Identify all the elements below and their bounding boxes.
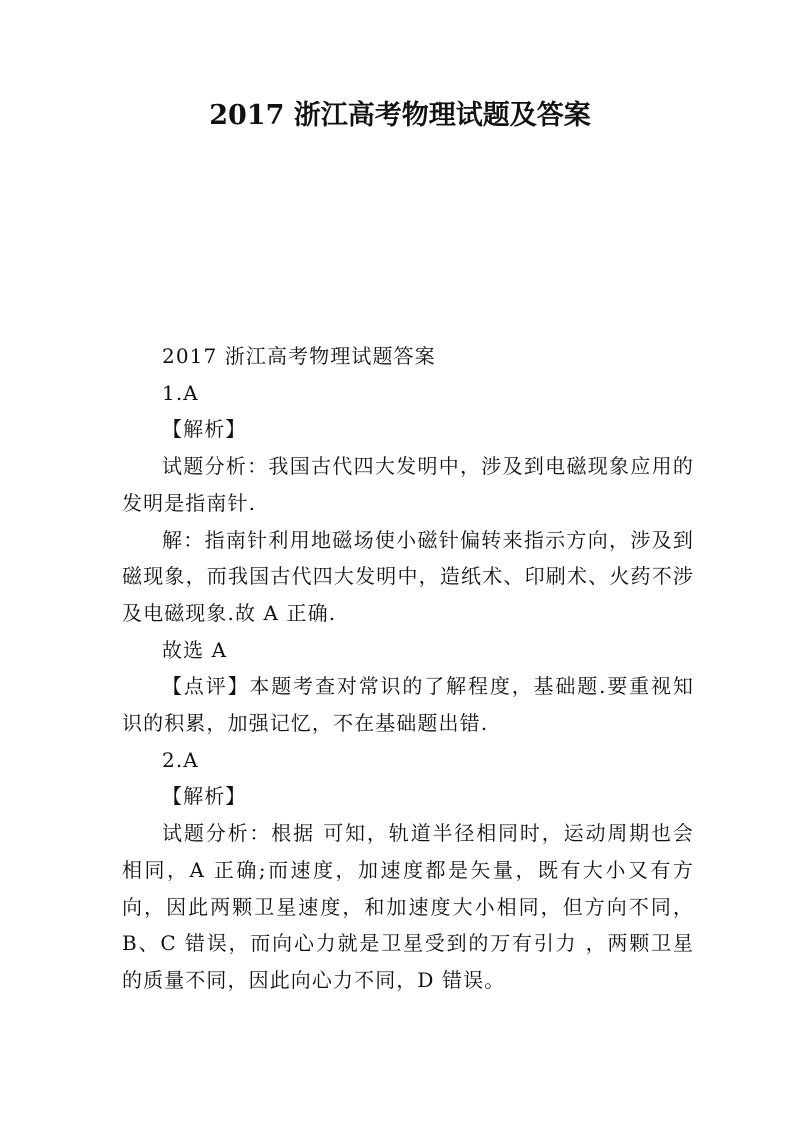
choice-text-1: 故选 A <box>162 637 228 662</box>
answer-2: 2.A <box>162 747 199 772</box>
answer-heading: 2017 浙江高考物理试题答案 <box>162 344 436 368</box>
document-body <box>122 338 694 999</box>
analysis-label-2: 【解析】 <box>162 784 247 809</box>
answer-1: 1.A <box>162 380 199 405</box>
analysis-label-1: 【解析】 <box>162 417 247 442</box>
solution-text-1: 解：指南针利用地磁场使小磁针偏转来指示方向，涉及到磁现象，而我国古代四大发明中，造纸术、印刷术、火药不涉及电磁现象.故 A 正确. <box>122 527 694 625</box>
analysis-text-2: 试题分析：根据 可知，轨道半径相同时，运动周期也会相同，A 正确;而速度，加速度都是矢量，既有大小又有方向，因此两颗卫星速度，和加速度大小相同，但方向不同，B、C 错误，而向心力就是卫星受到的万有引力 ，两颗卫星的质量不同，因此向心力不同，D 错误。 <box>122 821 694 992</box>
analysis-text-1: 试题分析：我国古代四大发明中，涉及到电磁现象应用的发明是指南针. <box>122 454 694 515</box>
document-title: 2017 浙江高考物理试题及答案 <box>209 100 591 131</box>
comment-text-1: 【点评】本题考查对常识的了解程度，基础题.要重视知识的积累，加强记忆，不在基础题出错. <box>122 674 694 736</box>
